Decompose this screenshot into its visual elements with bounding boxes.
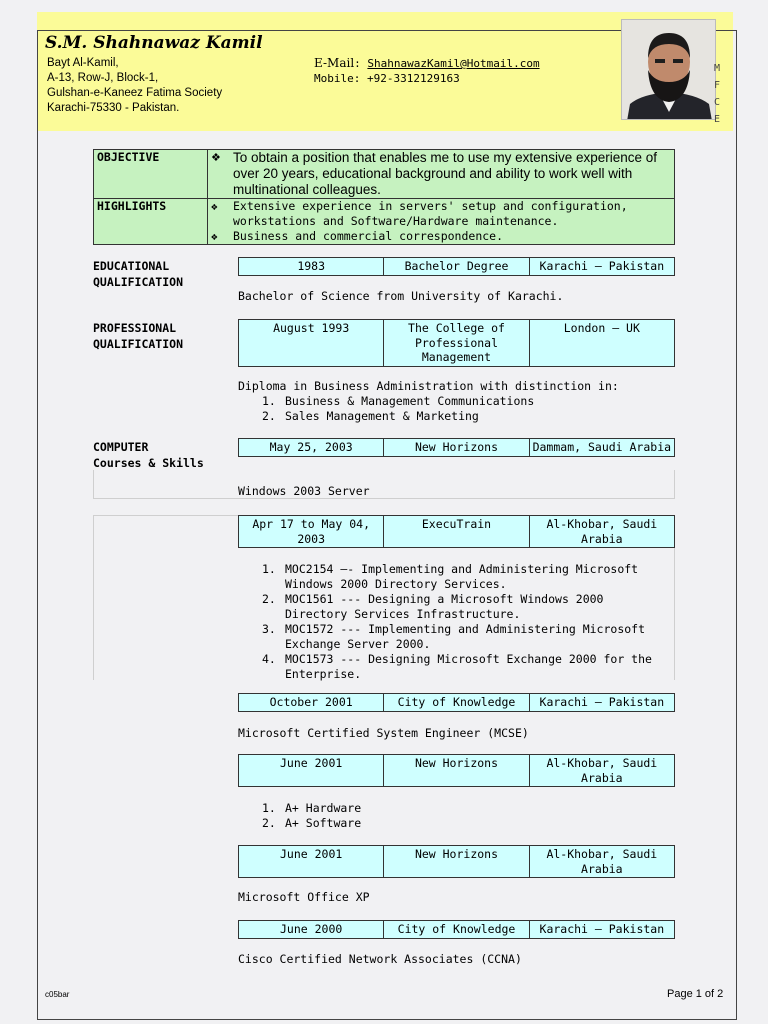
location-cell: Karachi – Pakistan — [529, 694, 674, 712]
objective-row — [94, 150, 675, 199]
location-cell: Al-Khobar, Saudi Arabia — [529, 516, 674, 548]
professional-desc: Diploma in Business Administration with distinction in: — [238, 379, 619, 393]
date-cell: 1983 — [239, 258, 384, 276]
divider — [93, 470, 94, 498]
table-row — [239, 921, 675, 939]
divider — [674, 546, 675, 680]
highlights-label: HIGHLIGHTS — [94, 199, 208, 245]
contact-block: E-Mail: ShahnawazKamil@Hotmail.com Mobile: +92-3312129163 — [314, 56, 540, 85]
divider — [674, 470, 675, 498]
course-desc: Windows 2003 Server — [238, 484, 370, 498]
location-cell: Al-Khobar, Saudi Arabia — [529, 846, 674, 878]
education-heading-line: QUALIFICATION — [93, 275, 184, 289]
location-cell: London – UK — [529, 320, 674, 367]
date-cell: Apr 17 to May 04, 2003 — [239, 516, 384, 548]
address-line: Karachi-75330 - Pakistan. — [47, 102, 180, 114]
course-desc: Microsoft Office XP — [238, 890, 370, 904]
course-table — [238, 845, 675, 878]
address-line: Gulshan-e-Kaneez Fatima Society — [47, 87, 223, 99]
table-row — [239, 516, 675, 548]
list-item: 4. MOC1573 --- Designing Microsoft Exchange 2000 for the Enterprise. — [262, 652, 652, 681]
institution-cell: City of Knowledge — [384, 694, 529, 712]
institution-cell: ExecuTrain — [384, 516, 529, 548]
highlight-item: Business and commercial correspondence. — [233, 229, 504, 243]
course-table — [238, 438, 675, 457]
date-cell: August 1993 — [239, 320, 384, 367]
table-row — [239, 439, 675, 457]
table-row — [239, 846, 675, 878]
list-item: 2. A+ Software — [262, 816, 362, 830]
course-table — [238, 693, 675, 712]
address-line: Bayt Al-Kamil, — [47, 57, 119, 69]
highlight-item: Extensive experience in servers' setup and configuration, workstations and Software/Hardware maintenance. — [233, 199, 628, 228]
education-desc: Bachelor of Science from University of Karachi. — [238, 289, 564, 303]
professional-list — [262, 394, 534, 424]
date-cell: June 2000 — [239, 921, 384, 939]
course-table — [238, 754, 675, 787]
objective-text: To obtain a position that enables me to use my extensive experience of over 20 years, educational background and ability to work well with multinational colleagues. — [233, 150, 658, 197]
bullet-icon: ❖ — [211, 200, 218, 213]
date-cell: June 2001 — [239, 755, 384, 787]
professional-heading-line: QUALIFICATION — [93, 337, 184, 351]
address-line: A-13, Row-J, Block-1, — [47, 72, 159, 84]
table-row — [239, 258, 675, 276]
mobile-label: Mobile: — [314, 72, 361, 85]
computer-heading-line: Courses & Skills — [93, 456, 204, 470]
course-list — [262, 562, 662, 682]
candidate-name: S.M. Shahnawaz Kamil — [45, 33, 263, 53]
date-cell: October 2001 — [239, 694, 384, 712]
date-cell: June 2001 — [239, 846, 384, 878]
table-row — [239, 320, 675, 367]
divider — [93, 498, 675, 499]
objective-label: OBJECTIVE — [94, 150, 208, 199]
list-item: 2. MOC1561 --- Designing a Microsoft Windows 2000 Directory Services Infrastructure. — [262, 592, 604, 621]
education-heading-line: EDUCATIONAL — [93, 259, 170, 273]
course-desc: Cisco Certified Network Associates (CCNA) — [238, 952, 522, 966]
institution-cell: The College of Professional Management — [384, 320, 529, 367]
bullet-icon: ❖ — [211, 152, 221, 164]
course-table — [238, 920, 675, 939]
profile-photo — [621, 19, 716, 120]
list-item: 1. A+ Hardware — [262, 801, 362, 815]
professional-table — [238, 319, 675, 367]
highlights-row — [94, 199, 675, 245]
list-item: 1. Business & Management Communications — [262, 394, 535, 408]
divider — [93, 515, 94, 680]
education-table — [238, 257, 675, 276]
computer-heading — [93, 439, 204, 471]
education-heading — [93, 258, 183, 290]
mobile-number: +92-3312129163 — [366, 72, 460, 85]
location-cell: Dammam, Saudi Arabia — [529, 439, 674, 457]
course-desc: Microsoft Certified System Engineer (MCSE) — [238, 726, 529, 740]
bullet-icon: ❖ — [211, 230, 218, 243]
institution-cell: New Horizons — [384, 439, 529, 457]
email-label: E-Mail — [314, 56, 355, 70]
email-link[interactable]: ShahnawazKamil@Hotmail.com — [367, 57, 540, 70]
institution-cell: Bachelor Degree — [384, 258, 529, 276]
list-item: 1. MOC2154 –- Implementing and Administering Microsoft Windows 2000 Directory Services. — [262, 562, 639, 591]
background-letters: M F C E — [714, 63, 721, 125]
location-cell: Karachi – Pakistan — [529, 258, 674, 276]
address-block — [47, 56, 222, 116]
table-row — [239, 694, 675, 712]
institution-cell: New Horizons — [384, 755, 529, 787]
highlights-cell — [208, 199, 675, 245]
location-cell: Karachi – Pakistan — [529, 921, 674, 939]
course-table — [238, 515, 675, 548]
course-list — [262, 801, 361, 831]
date-cell: May 25, 2003 — [239, 439, 384, 457]
professional-heading-line: PROFESSIONAL — [93, 321, 177, 335]
list-item: 2. Sales Management & Marketing — [262, 409, 479, 423]
table-row — [239, 755, 675, 787]
objective-cell — [208, 150, 675, 199]
location-cell: Al-Khobar, Saudi Arabia — [529, 755, 674, 787]
institution-cell: City of Knowledge — [384, 921, 529, 939]
objective-highlights-table — [93, 149, 675, 245]
computer-heading-line: COMPUTER — [93, 440, 149, 454]
institution-cell: New Horizons — [384, 846, 529, 878]
page-number: Page 1 of 2 — [667, 988, 724, 1000]
professional-heading — [93, 320, 183, 352]
list-item: 3. MOC1572 --- Implementing and Administering Microsoft Exchange Server 2000. — [262, 622, 646, 651]
footer-left: c05bar — [45, 990, 70, 999]
